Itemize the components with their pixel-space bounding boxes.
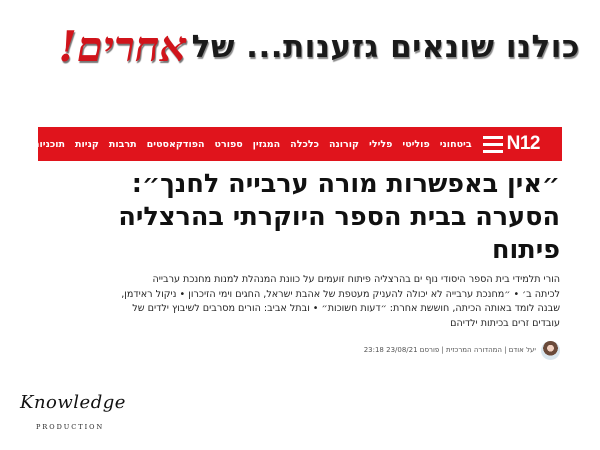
nav-item-programs[interactable]: תוכניות <box>33 138 66 150</box>
nav-item-corona[interactable]: קורונה <box>328 138 360 150</box>
lede-line: לכיתה ב׳ • ״מחנכת ערבייה לא יכולה להעניק מעטפת של אהבת ישראל, החגים וימי הזיכרון • ניקול ראידמן, <box>121 288 560 300</box>
slide-title <box>20 22 580 84</box>
n12-logo[interactable] <box>477 127 548 161</box>
knowledge-production-logo <box>20 392 130 440</box>
nav-item-politics[interactable]: פוליטי <box>402 138 430 150</box>
lede-line: הורי תלמידי בית הספר היסודי נוף ים בהרצליה פיתוח זועמים על כוונת המנהלת למנות מחנכת ערבייה <box>152 274 560 285</box>
slide-title-accent: אחרים! <box>58 22 187 71</box>
nav-item-security[interactable]: ביטחוני <box>439 138 472 150</box>
nav-item-shopping[interactable]: קניות <box>75 138 99 150</box>
nav-item-magazine[interactable]: המגזין <box>252 138 281 150</box>
headline-line: ״אין באפשרות מורה ערבייה לחנך״: <box>131 169 560 199</box>
n12-logo-bars-icon <box>483 136 503 153</box>
headline-line: פיתוח <box>492 235 560 265</box>
nav-item-podcasts[interactable]: הפודקאסטים <box>146 138 205 150</box>
n12-logo-text: N12 <box>506 133 540 154</box>
nav-item-economy[interactable]: כלכלה <box>290 138 319 150</box>
brand-script: Knowledge <box>20 392 126 413</box>
byline-text: יעל אודם | המהדורה המרכזית | פורסם 23/08/21 23:18 <box>363 346 536 354</box>
site-navbar <box>16 127 562 161</box>
headline-line: הסערה בבית הספר היוקרתי בהרצליה <box>118 202 560 232</box>
article-lede <box>40 273 560 331</box>
avatar[interactable] <box>541 341 560 360</box>
article-headline <box>40 168 560 267</box>
lede-line: שבנה לומד באותה הכיתה, חוששת אחרת: ״דעות חשוכות״ • ובתל אביב: הורים מסרבים לשיבוץ ילדים של <box>132 303 560 315</box>
slide-title-main: כולנו שונאים גזענות... של <box>191 29 580 65</box>
brand-small: PRODUCTION <box>36 423 105 431</box>
nav-item-culture[interactable]: תרבות <box>108 138 137 150</box>
nav-item-crime[interactable]: פלילי <box>369 138 393 150</box>
lede-line: עובדים זרים בכיתות ילדיהם <box>450 317 560 329</box>
article-byline <box>300 340 560 360</box>
nav-item-more[interactable]: ס <box>16 138 24 150</box>
nav-item-sport[interactable]: ספורט <box>214 138 243 150</box>
